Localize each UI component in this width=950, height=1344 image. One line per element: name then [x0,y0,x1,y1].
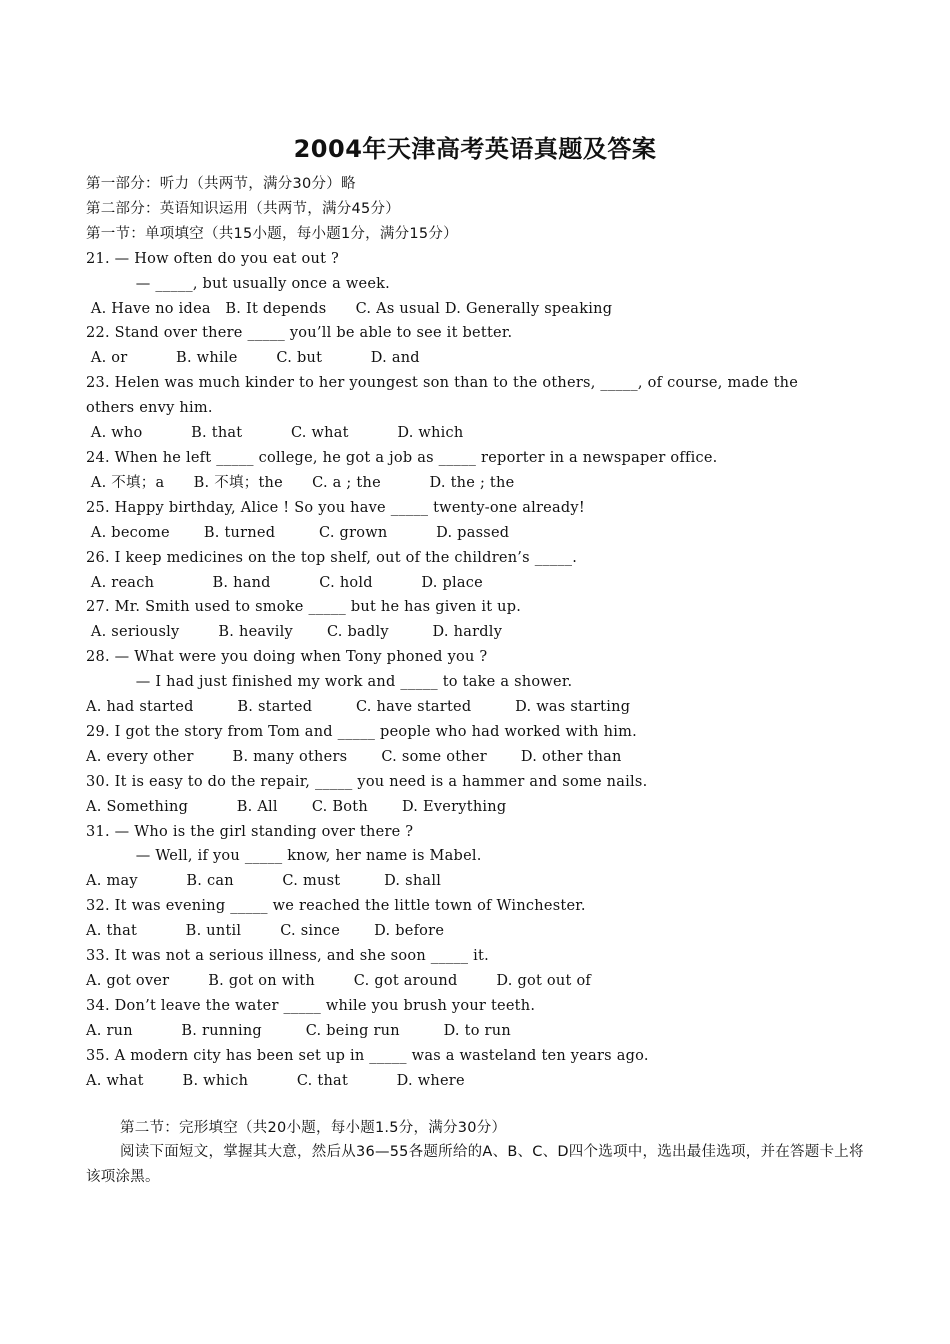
q21-options: A. Have no idea B. It depends C. As usual D. Generally speaking [86,300,613,317]
section2-header: 第二节：完形填空（共20小题，每小题1.5分，满分30分） [120,1119,507,1136]
q35-stem: 35. A modern city has been set up in _____ was a wasteland ten years ago. [86,1047,649,1064]
q31-dialog: — Well, if you _____ know, her name is Mabel. [126,848,482,865]
q31-options: A. may B. can C. must D. shall [86,873,442,890]
section1-header: 第一节：单项填空（共15小题，每小题1分，满分15分） [86,225,458,242]
q33-options: A. got over B. got on with C. got around D. got out of [86,973,592,989]
q28-options: A. had started B. started C. have started D. was starting [86,699,631,716]
q35-options: A. what B. which C. that D. where [86,1072,465,1089]
q21-stem: 21. — How often do you eat out ? [86,250,340,267]
q24-options: A. 不填；a B. 不填；the C. a ; the D. the ; the [86,474,515,491]
part1-header: 第一部分：听力（共两节，满分30分）略 [86,176,356,192]
q25-options: A. become B. turned C. grown D. passed [86,524,510,541]
section2-instruction: 阅读下面短文，掌握其大意，然后从36—55各题所给的A、B、C、D四个选项中，选出最佳选项，并在答题卡上将该项涂黑。 [86,1144,864,1186]
q27-stem: 27. Mr. Smith used to smoke _____ but he has given it up. [86,599,522,616]
q23-stem: 23. Helen was much kinder to her youngest son than to the others, _____, of course, made the [86,375,799,392]
q21-dialog: — _____, but usually once a week. [126,275,391,292]
q32-stem: 32. It was evening _____ we reached the little town of Winchester. [86,898,586,915]
q22-options: A. or B. while C. but D. and [86,350,420,367]
q31-stem: 31. — Who is the girl standing over there ? [86,823,414,840]
q26-stem: 26. I keep medicines on the top shelf, out of the children’s _____. [86,549,578,566]
q32-options: A. that B. until C. since D. before [86,923,445,940]
q24-stem: 24. When he left _____ college, he got a job as _____ reporter in a newspaper office. [86,449,718,466]
section-gap [86,1094,864,1116]
document-title: 2004年天津高考英语真题及答案 [293,135,657,163]
q27-options: A. seriously B. heavily C. badly D. hardly [86,624,503,641]
q23-stem-cont: others envy him. [86,400,213,417]
q26-options: A. reach B. hand C. hold D. place [86,574,484,591]
q25-stem: 25. Happy birthday, Alice ! So you have _____ twenty-one already! [86,499,585,516]
q28-stem: 28. — What were you doing when Tony phoned you ? [86,649,488,666]
q33-stem: 33. It was not a serious illness, and she soon _____ it. [86,948,489,965]
q28-dialog: — I had just finished my work and _____ to take a shower. [126,674,573,691]
q29-options: A. every other B. many others C. some other D. other than [86,748,622,765]
q34-options: A. run B. running C. being run D. to run [86,1022,511,1039]
q22-stem: 22. Stand over there _____ you’ll be able to see it better. [86,325,513,342]
q29-stem: 29. I got the story from Tom and _____ people who had worked with him. [86,723,637,740]
q30-stem: 30. It is easy to do the repair, _____ you need is a hammer and some nails. [86,773,648,790]
q34-stem: 34. Don’t leave the water _____ while you brush your teeth. [86,997,536,1014]
part2-header: 第二部分：英语知识运用（共两节，满分45分） [86,200,400,217]
q23-options: A. who B. that C. what D. which [86,425,464,442]
q30-options: A. Something B. All C. Both D. Everything [86,798,507,815]
